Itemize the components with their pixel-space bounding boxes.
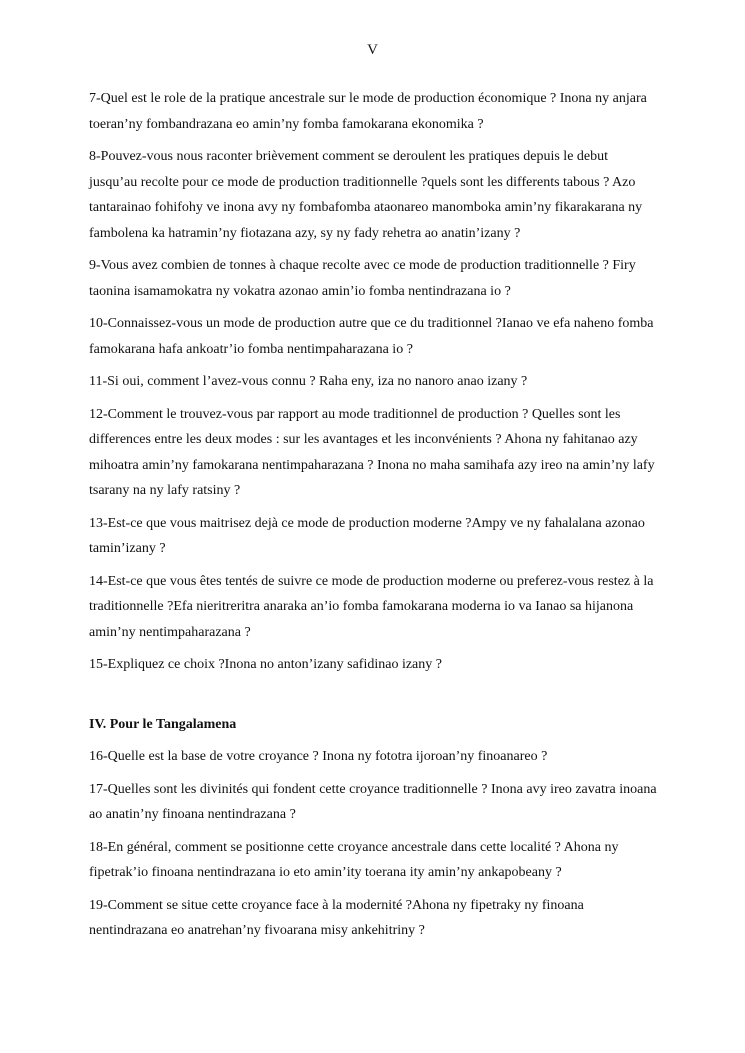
question-12: 12-Comment le trouvez-vous par rapport au mode traditionnel de production ? Quelles sont les differences entre les deux modes : sur les avantages et les inconvénients ? Ahona ny fahitanao azy mihoatra amin’ny famokarana nentimpaharazana ? Inona no maha samihafa azy ireo na amin’ny lafy tsarany na ny lafy ratsiny ? bbox=[89, 406, 655, 498]
question-13: 13-Est-ce que vous maitrisez dejà ce mode de production moderne ?Ampy ve ny fahalalana azonao tamin’izany ? bbox=[89, 515, 645, 556]
question-7: 7-Quel est le role de la pratique ancestrale sur le mode de production économique ? Inona ny anjara toeran’ny fombandrazana eo amin’ny fomba famokarana ekonomika ? bbox=[89, 91, 647, 132]
question-17: 17-Quelles sont les divinités qui fondent cette croyance traditionnelle ? Inona avy ireo zavatra inoana ao anatin’ny finoana nentindrazana ? bbox=[89, 781, 657, 822]
question-11: 11-Si oui, comment l’avez-vous connu ? Raha eny, iza no nanoro anao izany ? bbox=[89, 374, 528, 389]
page-number: V bbox=[367, 42, 378, 58]
question-16: 16-Quelle est la base de votre croyance ? Inona ny fototra ijoroan’ny finoanareo ? bbox=[89, 749, 548, 764]
document-body bbox=[89, 86, 659, 951]
question-19: 19-Comment se situe cette croyance face à la modernité ?Ahona ny fipetraky ny finoana nentindrazana eo anatrehan’ny fivoarana misy ankehitriny ? bbox=[89, 897, 584, 938]
question-9: 9-Vous avez combien de tonnes à chaque recolte avec ce mode de production traditionnelle ? Firy taonina isamamokatra ny vokatra azonao amin’io fomba nentindrazana io ? bbox=[89, 258, 636, 299]
question-14: 14-Est-ce que vous êtes tentés de suivre ce mode de production moderne ou preferez-vous restez à la traditionnelle ?Efa nieritreritra anaraka an’io fomba famokarana moderna io va Ianao sa hijanona amin’ny nentimpaharazana ? bbox=[89, 573, 654, 640]
section-title: IV. Pour le Tangalamena bbox=[89, 716, 237, 732]
question-15: 15-Expliquez ce choix ?Inona no anton’izany safidinao izany ? bbox=[89, 657, 442, 672]
question-10: 10-Connaissez-vous un mode de production autre que ce du traditionnel ?Ianao ve efa naheno fomba famokarana hafa ankoatr’io fomba nentimpaharazana io ? bbox=[89, 316, 654, 357]
question-18: 18-En général, comment se positionne cette croyance ancestrale dans cette localité ? Ahona ny fipetrak’io finoana nentindrazana io eto amin’ity toerana ity amin’ny ankapobeany ? bbox=[89, 839, 619, 880]
question-8: 8-Pouvez-vous nous raconter brièvement comment se deroulent les pratiques depuis le debut jusqu’au recolte pour ce mode de production traditionnelle ?quels sont les differents tabous ? Azo tantarainao fohifohy ve inona avy ny fombafomba ataonareo manomboka amin’ny fikarakarana ny fambolena ka hatramin’ny fiotazana azy, sy ny fady rehetra ao anatin’izany ? bbox=[89, 149, 643, 241]
